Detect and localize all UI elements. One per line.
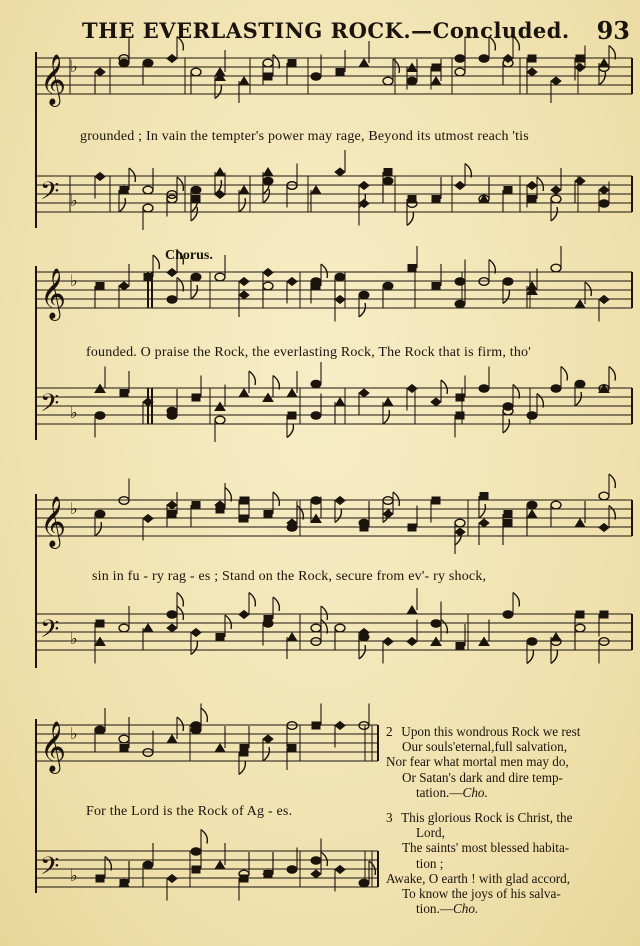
note-square [264, 852, 273, 878]
note-diamond [167, 606, 183, 632]
treble-clef-icon: 𝄞 [40, 496, 67, 547]
note-diamond [479, 519, 489, 545]
note-circle [455, 282, 465, 308]
note-half [383, 59, 399, 85]
page-number: 93 [596, 16, 630, 45]
lyric-line-system-4: For the Lord is the Rock of Ag - es. [86, 804, 293, 819]
verse-line: This glorious Rock is Christ, the [401, 810, 573, 826]
note-triangle [431, 59, 441, 85]
note-square [503, 187, 512, 213]
note-circle [359, 291, 369, 317]
verse-number: 2 [386, 724, 393, 739]
lyric-line-system-3: sin in fu - ry rag - es ; Stand on the Rock, secure from ev'- ry shock, [92, 569, 487, 584]
note-half [551, 501, 561, 527]
chorus-label: Chorus. [165, 248, 213, 263]
note-diamond [431, 380, 447, 406]
note-square [408, 246, 417, 272]
note-square [144, 255, 159, 281]
verse-line: To know the joys of his salva- [402, 886, 561, 902]
verse-line: tation.— [416, 784, 463, 800]
flat-sign-icon: ♭ [70, 191, 78, 210]
note-diamond [455, 528, 465, 554]
verse-3 [386, 810, 632, 916]
note-square [287, 745, 296, 771]
note-square [216, 615, 231, 641]
flat-sign-icon: ♭ [70, 271, 78, 290]
note-half [335, 624, 345, 650]
note-circle [191, 273, 201, 299]
note-square [240, 726, 249, 752]
note-circle [503, 278, 513, 304]
flat-sign-icon: ♭ [70, 866, 78, 885]
bass-clef-icon: 𝄢 [40, 852, 60, 887]
additional-verses [386, 724, 632, 926]
note-triangle [311, 186, 321, 212]
flat-sign-icon: ♭ [70, 724, 78, 743]
note-half [503, 407, 513, 433]
flat-sign-icon: ♭ [70, 499, 78, 518]
note-half [143, 204, 153, 230]
note-square [239, 875, 248, 901]
note-circle [191, 708, 207, 734]
note-triangle [407, 588, 417, 614]
chorus-reference: Cho. [453, 901, 479, 917]
note-circle [311, 362, 321, 388]
note-triangle [215, 726, 225, 752]
verse-line: Awake, O earth ! with glad accord, [386, 870, 571, 886]
note-half [143, 168, 153, 194]
note-square [287, 412, 296, 438]
flat-sign-icon: ♭ [70, 57, 78, 76]
note-square [527, 55, 536, 81]
note-triangle [527, 510, 537, 536]
note-diamond [215, 483, 225, 509]
note-half [551, 246, 561, 272]
note-square [119, 187, 128, 213]
note-triangle [215, 843, 225, 869]
lyric-line-system-1: grounded ; In vain the tempter's power may rage, Beyond its utmost reach 'tis [80, 129, 529, 144]
verse-line: Lord, [416, 825, 445, 841]
note-triangle [575, 282, 591, 308]
note-half [119, 717, 129, 743]
note-diamond [575, 177, 585, 203]
note-square [503, 520, 512, 546]
verse-line: Our souls'eternal,full salvation, [402, 739, 567, 755]
note-diamond [263, 735, 273, 761]
note-square [432, 177, 441, 203]
note-square [528, 177, 543, 203]
note-square [455, 412, 464, 438]
note-square [239, 749, 248, 775]
note-diamond [551, 168, 561, 194]
note-half [599, 638, 609, 664]
note-half [599, 474, 615, 500]
note-diamond [383, 492, 399, 518]
note-circle [359, 501, 369, 527]
note-circle [527, 638, 537, 664]
note-half [119, 606, 129, 632]
verse-line: Upon this wondrous Rock we rest [401, 724, 581, 739]
note-half [239, 852, 249, 878]
note-half [455, 50, 465, 76]
note-circle [359, 633, 369, 659]
note-square [95, 283, 104, 309]
note-circle [167, 389, 177, 415]
note-triangle [287, 371, 297, 397]
note-half [551, 195, 561, 221]
note-circle [383, 282, 393, 308]
note-square [407, 196, 416, 222]
note-diamond [167, 37, 183, 63]
lyric-line-system-2: founded. O praise the Rock, the everlasting Rock, The Rock that is firm, tho' [86, 345, 531, 360]
note-triangle [479, 177, 489, 203]
hymn-title: THE EVERLASTING ROCK.—Concluded. [82, 18, 570, 43]
bass-clef-icon: 𝄢 [40, 615, 60, 650]
note-square [287, 60, 296, 86]
note-half [287, 722, 297, 748]
verse-2 [386, 724, 632, 800]
note-circle [95, 510, 105, 536]
note-half [215, 255, 225, 281]
note-circle [191, 704, 201, 730]
note-circle [455, 37, 465, 63]
note-triangle [575, 501, 585, 527]
note-diamond [287, 501, 297, 527]
treble-clef-icon: 𝄞 [40, 721, 67, 772]
verse-number: 3 [386, 810, 393, 826]
note-half [575, 624, 585, 650]
note-triangle [383, 398, 393, 424]
note-circle [143, 59, 153, 85]
verse-line: The saints' most blessed habita- [402, 840, 570, 856]
note-diamond [239, 593, 255, 619]
flat-sign-icon: ♭ [70, 403, 78, 422]
note-diamond [551, 77, 561, 103]
bass-clef-icon: 𝄢 [40, 389, 60, 424]
note-triangle [359, 41, 369, 67]
note-square [312, 264, 327, 290]
note-square [191, 502, 200, 528]
note-half [263, 59, 273, 85]
treble-clef-icon: 𝄞 [40, 54, 67, 105]
note-circle [359, 861, 375, 887]
note-half [263, 282, 273, 308]
verse-line: tion ; [416, 855, 444, 871]
note-triangle [143, 624, 153, 650]
note-diamond [527, 68, 537, 94]
bass-clef-icon: 𝄢 [40, 177, 60, 212]
note-circle [311, 278, 321, 304]
note-square [120, 861, 129, 887]
note-square [456, 624, 465, 650]
verse-line: Or Satan's dark and dire temp- [402, 769, 563, 785]
note-square [599, 611, 608, 637]
note-diamond [239, 291, 249, 317]
note-triangle [239, 186, 249, 212]
flat-sign-icon: ♭ [70, 629, 78, 648]
verse-line: Nor fear what mortal men may do, [386, 754, 569, 770]
note-square [431, 497, 440, 523]
note-diamond [599, 186, 609, 212]
note-half [407, 200, 417, 226]
note-circle [119, 41, 129, 67]
note-square [264, 492, 279, 518]
note-half [287, 182, 297, 208]
note-circle [95, 412, 105, 438]
note-square [312, 704, 321, 730]
note-circle [383, 177, 393, 203]
note-square [479, 493, 488, 519]
note-square [432, 264, 441, 290]
note-diamond [503, 37, 519, 63]
note-square [120, 371, 129, 397]
note-triangle [287, 633, 297, 659]
note-square [336, 50, 345, 76]
note-diamond [95, 708, 105, 734]
note-square [120, 726, 129, 752]
note-triangle [239, 77, 249, 103]
note-diamond [143, 861, 153, 887]
note-half [551, 638, 561, 664]
note-half [215, 416, 225, 442]
note-diamond [311, 852, 327, 878]
treble-clef-icon: 𝄞 [40, 268, 67, 319]
note-diamond [95, 68, 105, 94]
note-half [191, 68, 201, 94]
note-diamond [359, 389, 369, 415]
note-circle [263, 620, 273, 646]
note-circle [575, 380, 585, 406]
note-circle [263, 177, 273, 203]
note-square [431, 64, 440, 90]
note-diamond [335, 150, 345, 176]
note-half [167, 177, 183, 203]
note-triangle [239, 371, 255, 397]
note-half [311, 606, 327, 632]
note-triangle [215, 50, 225, 76]
note-triangle [599, 367, 609, 393]
note-triangle [167, 717, 183, 743]
chorus-reference: Cho. [462, 784, 488, 800]
note-square [264, 597, 279, 623]
note-triangle [335, 398, 345, 424]
note-circle [479, 367, 489, 393]
note-triangle [95, 367, 105, 393]
verse-line: tion.— [416, 901, 453, 917]
note-diamond [119, 264, 129, 290]
